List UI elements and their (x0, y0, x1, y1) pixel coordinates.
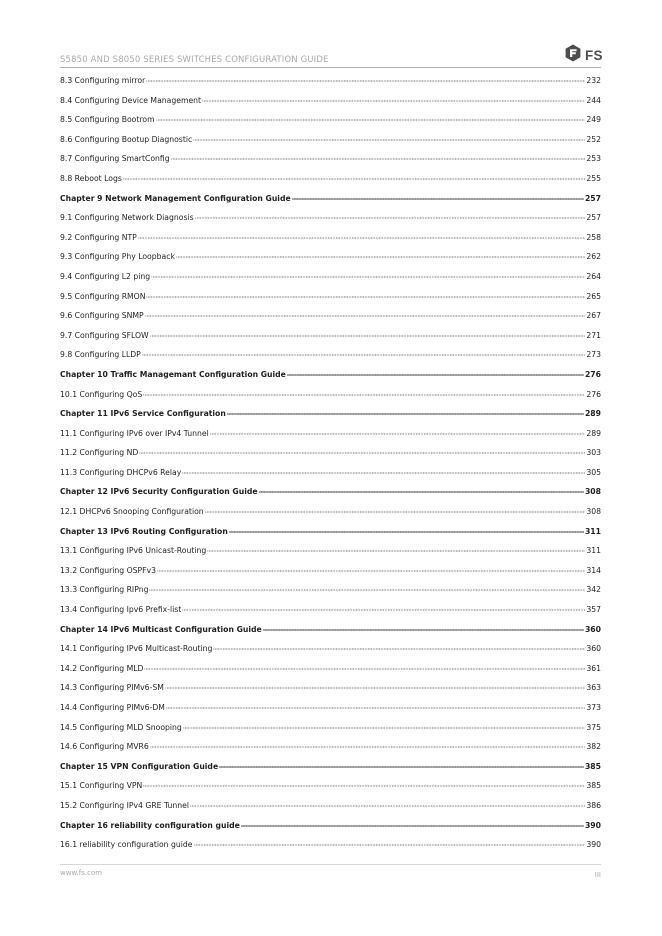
toc-entry-label: 8.3 Configuring mirror (60, 76, 146, 85)
toc-section-entry[interactable] (60, 390, 601, 410)
toc-entry-page: 253 (586, 154, 601, 164)
toc-entry-page: 311 (584, 526, 601, 536)
toc-entry-page: 265 (586, 291, 601, 301)
toc-entry-page: 386 (586, 800, 601, 810)
toc-dot-leader (227, 413, 584, 415)
toc-entry-label: Chapter 9 Network Management Configuration Guide (60, 193, 291, 203)
toc-dot-leader (165, 687, 585, 689)
toc-entry-label: Chapter 13 IPv6 Routing Configuration (60, 526, 228, 536)
toc-dot-leader (207, 550, 585, 552)
toc-dot-leader (166, 707, 585, 709)
toc-dot-leader (143, 394, 585, 396)
toc-entry-label: 8.6 Configuring Bootup Diagnostic (60, 134, 193, 144)
toc-entry-label: 14.2 Configuring MLD (60, 663, 144, 673)
toc-entry-label: 13.1 Configuring IPv6 Unicast-Routing (60, 546, 207, 556)
toc-chapter-entry[interactable] (60, 409, 601, 429)
toc-entry-page: 255 (586, 173, 601, 183)
toc-section-entry[interactable] (60, 644, 601, 664)
toc-section-entry[interactable] (60, 566, 601, 586)
toc-entry-page: 385 (584, 761, 601, 771)
toc-entry-page: 258 (586, 232, 601, 242)
toc-section-entry[interactable] (60, 96, 601, 116)
toc-entry-page: 305 (586, 467, 601, 477)
toc-chapter-entry[interactable] (60, 487, 601, 507)
toc-entry-label: 9.5 Configuring RMON (60, 291, 146, 301)
toc-entry-page: 276 (584, 369, 601, 379)
toc-entry-page: 314 (586, 565, 601, 575)
toc-entry-label: 13.2 Configuring OSPFv3 (60, 565, 157, 575)
toc-section-entry[interactable] (60, 135, 601, 155)
toc-dot-leader (123, 178, 585, 180)
toc-section-entry[interactable] (60, 605, 601, 625)
toc-section-entry[interactable] (60, 448, 601, 468)
toc-chapter-entry[interactable] (60, 762, 601, 782)
toc-section-entry[interactable] (60, 272, 601, 292)
toc-entry-page: 257 (584, 193, 601, 203)
toc-section-entry[interactable] (60, 76, 601, 96)
toc-entry-page: 249 (586, 115, 601, 125)
toc-chapter-entry[interactable] (60, 625, 601, 645)
toc-entry-label: 9.8 Configuring LLDP (60, 350, 141, 360)
toc-dot-leader (145, 315, 586, 317)
toc-entry-label: 9.3 Configuring Phy Loopback (60, 252, 175, 262)
toc-section-entry[interactable] (60, 154, 601, 174)
toc-entry-page: 303 (586, 448, 601, 458)
toc-dot-leader (210, 433, 586, 435)
toc-dot-leader (142, 354, 585, 356)
toc-entry-label: Chapter 11 IPv6 Service Configuration (60, 409, 226, 419)
toc-section-entry[interactable] (60, 292, 601, 312)
toc-section-entry[interactable] (60, 585, 601, 605)
toc-dot-leader (156, 119, 586, 121)
table-of-contents (60, 76, 601, 860)
toc-entry-page: 252 (586, 134, 601, 144)
toc-dot-leader (263, 629, 584, 631)
toc-section-entry[interactable] (60, 546, 601, 566)
toc-dot-leader (150, 335, 586, 337)
toc-entry-label: 9.6 Configuring SNMP (60, 311, 144, 321)
toc-entry-label: 14.6 Configuring MVR6 (60, 742, 149, 752)
toc-section-entry[interactable] (60, 781, 601, 801)
toc-entry-page: 360 (584, 624, 601, 634)
toc-entry-label: 14.1 Configuring IPv6 Multicast-Routing (60, 644, 213, 654)
toc-entry-page: 382 (586, 742, 601, 752)
toc-entry-label: Chapter 12 IPv6 Security Configuration Guide (60, 487, 258, 497)
toc-entry-page: 264 (586, 271, 601, 281)
footer-page-number: III (594, 871, 601, 879)
toc-dot-leader (241, 825, 584, 827)
toc-entry-page: 308 (584, 487, 601, 497)
toc-dot-leader (292, 198, 584, 200)
toc-chapter-entry[interactable] (60, 370, 601, 390)
toc-dot-leader (146, 296, 585, 298)
toc-dot-leader (205, 511, 586, 513)
toc-dot-leader (193, 139, 585, 141)
footer-divider (60, 864, 601, 865)
fs-logo-text: FS (585, 47, 603, 63)
toc-dot-leader (259, 491, 584, 493)
toc-section-entry[interactable] (60, 311, 601, 331)
toc-section-entry[interactable] (60, 742, 601, 762)
toc-section-entry[interactable] (60, 174, 601, 194)
toc-entry-label: 16.1 reliability configuration guide (60, 840, 193, 850)
toc-entry-label: 8.4 Configuring Device Management (60, 95, 202, 105)
toc-entry-label: 11.1 Configuring IPv6 over IPv4 Tunnel (60, 428, 209, 438)
toc-section-entry[interactable] (60, 664, 601, 684)
toc-chapter-entry[interactable] (60, 194, 601, 214)
toc-entry-page: 262 (586, 252, 601, 262)
toc-dot-leader (194, 844, 586, 846)
toc-entry-page: 385 (586, 781, 601, 791)
header-divider (60, 67, 601, 68)
toc-section-entry[interactable] (60, 723, 601, 743)
toc-entry-label: Chapter 10 Traffic Managemant Configuration Guide (60, 369, 286, 379)
toc-dot-leader (157, 570, 585, 572)
toc-entry-page: 375 (586, 722, 601, 732)
toc-entry-label: 14.3 Configuring PIMv6-SM (60, 683, 164, 693)
toc-entry-label: Chapter 14 IPv6 Multicast Configuration Guide (60, 624, 262, 634)
toc-entry-page: 390 (584, 820, 601, 830)
toc-entry-page: 232 (586, 76, 601, 85)
toc-entry-page: 357 (586, 605, 601, 615)
toc-entry-page: 361 (586, 663, 601, 673)
toc-dot-leader (176, 256, 585, 258)
toc-entry-page: 244 (586, 95, 601, 105)
toc-entry-label: 13.4 Configuring Ipv6 Prefix-list (60, 605, 182, 615)
toc-entry-label: 11.3 Configuring DHCPv6 Relay (60, 467, 182, 477)
toc-dot-leader (151, 276, 585, 278)
toc-dot-leader (138, 237, 586, 239)
toc-section-entry[interactable] (60, 331, 601, 351)
toc-entry-label: 10.1 Configuring QoS (60, 389, 143, 399)
toc-section-entry[interactable] (60, 429, 601, 449)
toc-entry-label: 12.1 DHCPv6 Snooping Configuration (60, 507, 204, 517)
toc-section-entry[interactable] (60, 683, 601, 703)
toc-chapter-entry[interactable] (60, 821, 601, 841)
toc-section-entry[interactable] (60, 507, 601, 527)
toc-chapter-entry[interactable] (60, 527, 601, 547)
toc-dot-leader (219, 766, 584, 768)
toc-dot-leader (287, 374, 584, 376)
toc-dot-leader (229, 531, 584, 533)
toc-entry-label: Chapter 15 VPN Configuration Guide (60, 761, 219, 771)
toc-dot-leader (143, 785, 585, 787)
toc-dot-leader (149, 589, 585, 591)
toc-entry-page: 373 (586, 703, 601, 712)
toc-dot-leader (139, 452, 585, 454)
toc-dot-leader (213, 648, 585, 650)
toc-section-entry[interactable] (60, 233, 601, 253)
toc-dot-leader (171, 158, 586, 160)
toc-dot-leader (190, 805, 585, 807)
toc-entry-page: 289 (584, 409, 601, 419)
toc-dot-leader (144, 668, 585, 670)
toc-dot-leader (202, 100, 585, 102)
toc-entry-page: 311 (586, 546, 601, 556)
toc-section-entry[interactable] (60, 468, 601, 488)
toc-dot-leader (150, 746, 586, 748)
toc-section-entry[interactable] (60, 350, 601, 370)
toc-section-entry[interactable] (60, 801, 601, 821)
toc-section-entry[interactable] (60, 115, 601, 135)
toc-dot-leader (183, 727, 586, 729)
toc-entry-label: 9.1 Configuring Network Diagnosis (60, 213, 194, 223)
toc-entry-label: 15.1 Configuring VPN (60, 781, 143, 791)
toc-entry-page: 267 (586, 311, 601, 321)
toc-entry-label: 9.4 Configuring L2 ping (60, 271, 151, 281)
footer-url[interactable]: www.fs.com (60, 869, 103, 877)
toc-entry-page: 276 (586, 389, 601, 399)
toc-entry-page: 271 (586, 330, 601, 340)
document-header-title: S5850 AND S8050 SERIES SWITCHES CONFIGURATION GUIDE (60, 55, 329, 65)
toc-entry-label: 8.8 Reboot Logs (60, 173, 122, 183)
toc-entry-page: 273 (586, 350, 601, 360)
toc-entry-label: Chapter 16 reliability configuration guide (60, 820, 240, 830)
toc-entry-label: 13.3 Configuring RIPng (60, 585, 149, 595)
toc-entry-page: 390 (586, 840, 601, 850)
toc-entry-page: 289 (586, 428, 601, 438)
toc-dot-leader (182, 609, 585, 611)
toc-entry-page: 360 (586, 644, 601, 654)
toc-entry-label: 8.7 Configuring SmartConfig (60, 154, 170, 164)
toc-entry-label: 14.4 Configuring PIMv6-DM (60, 703, 165, 712)
toc-entry-page: 308 (586, 507, 601, 517)
toc-section-entry[interactable] (60, 840, 601, 860)
toc-entry-label: 9.2 Configuring NTP (60, 232, 137, 242)
toc-section-entry[interactable] (60, 252, 601, 272)
toc-entry-label: 14.5 Configuring MLD Snooping (60, 722, 182, 732)
fs-logo-icon (563, 43, 583, 67)
fs-logo (563, 45, 603, 65)
toc-dot-leader (182, 472, 585, 474)
toc-entry-page: 257 (586, 213, 601, 223)
toc-entry-label: 9.7 Configuring SFLOW (60, 330, 149, 340)
toc-section-entry[interactable] (60, 213, 601, 233)
toc-entry-page: 342 (586, 585, 601, 595)
toc-entry-label: 15.2 Configuring IPv4 GRE Tunnel (60, 800, 189, 810)
toc-dot-leader (195, 217, 586, 219)
toc-entry-page: 363 (586, 683, 601, 693)
toc-dot-leader (146, 80, 585, 82)
toc-entry-label: 11.2 Configuring ND (60, 448, 139, 458)
toc-section-entry[interactable] (60, 703, 601, 723)
toc-entry-label: 8.5 Configuring Bootrom (60, 115, 155, 125)
